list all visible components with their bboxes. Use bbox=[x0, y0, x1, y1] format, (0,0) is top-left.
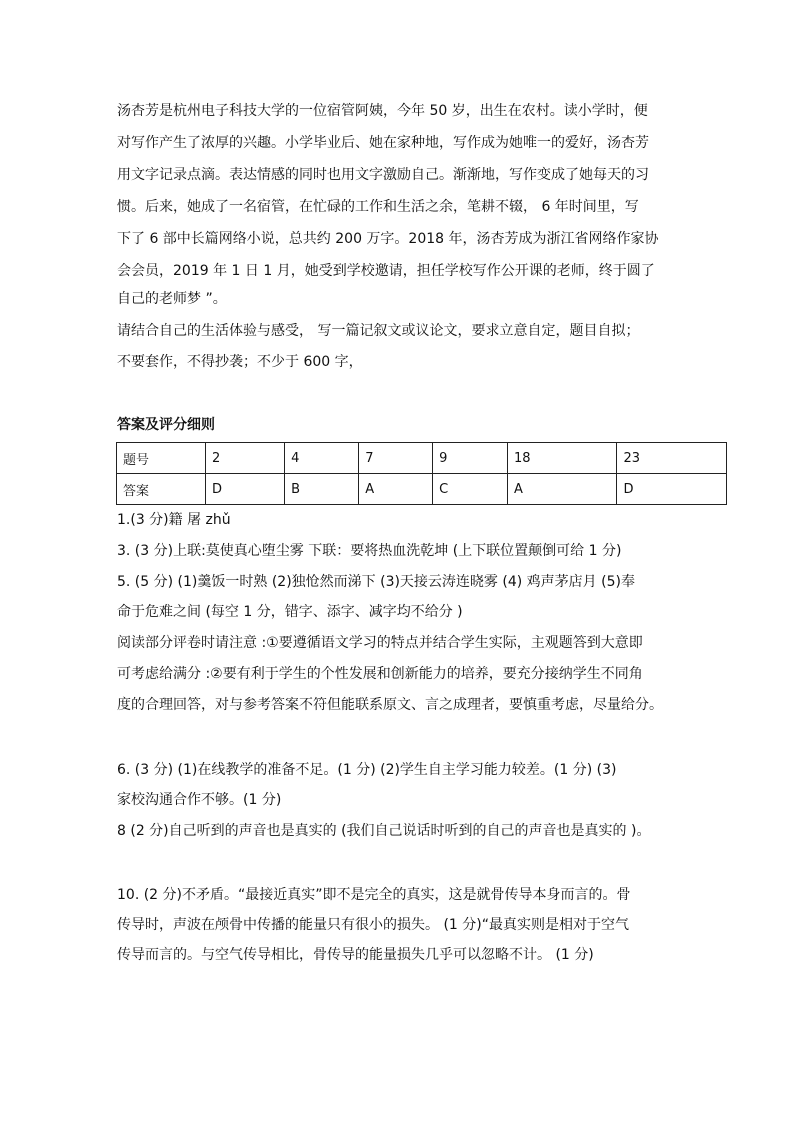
answer-line: 5. (5 分) (1)羹饭一时熟 (2)独怆然而涕下 (3)天接云涛连晓雾 (4) 鸡声茅店月 (5)奉 bbox=[117, 574, 635, 590]
prompt-line: 请结合自己的生活体验与感受， 写一篇记叙文或议论文，要求立意自定，题目自拟； bbox=[117, 323, 640, 339]
answer-line: 8 (2 分)自己听到的声音也是真实的 (我们自己说话时听到的自己的声音也是真实的 )。 bbox=[117, 823, 651, 839]
table-cell: 答案 bbox=[117, 474, 206, 505]
table-cell: D bbox=[206, 474, 285, 505]
prompt-line: 自己的老师梦 ”。 bbox=[117, 291, 227, 307]
prompt-line: 下了 6 部中长篇网络小说，总共约 200 万字。2018 年，汤杏芳成为浙江省网络作家协 bbox=[117, 231, 659, 247]
table-cell: A bbox=[507, 474, 617, 505]
table-cell: 18 bbox=[507, 443, 617, 474]
table-row bbox=[117, 474, 727, 505]
answer-table bbox=[116, 442, 727, 505]
answer-line: 阅读部分评卷时请注意 :①要遵循语文学习的特点并结合学生实际，主观题答到大意即 bbox=[117, 635, 643, 651]
table-cell: 9 bbox=[433, 443, 508, 474]
table-cell: 2 bbox=[206, 443, 285, 474]
table-cell: B bbox=[285, 474, 359, 505]
table-cell: D bbox=[617, 474, 727, 505]
table-cell: 23 bbox=[617, 443, 727, 474]
answer-line: 度的合理回答，对与参考答案不符但能联系原文、言之成理者，要慎重考虑，尽量给分。 bbox=[117, 697, 663, 713]
answer-line: 家校沟通合作不够。(1 分) bbox=[117, 792, 282, 808]
prompt-line: 用文字记录点滴。表达情感的同时也用文字激励自己。渐渐地，写作变成了她每天的习 bbox=[117, 167, 649, 183]
answer-line: 传导而言的。与空气传导相比，骨传导的能量损失几乎可以忽略不计。 (1 分) bbox=[117, 947, 594, 963]
prompt-line: 对写作产生了浓厚的兴趣。小学毕业后、她在家种地，写作成为她唯一的爱好，汤杏芳 bbox=[117, 135, 649, 151]
table-cell: A bbox=[359, 474, 433, 505]
prompt-line: 汤杏芳是杭州电子科技大学的一位宿管阿姨，今年 50 岁，出生在农村。读小学时，便 bbox=[117, 103, 648, 119]
prompt-line: 不要套作，不得抄袭；不少于 600 字， bbox=[117, 354, 363, 370]
prompt-line: 惯。后来，她成了一名宿管，在忙碌的工作和生活之余，笔耕不辍， 6 年时间里，写 bbox=[117, 199, 639, 215]
table-cell: 4 bbox=[285, 443, 359, 474]
answer-line: 传导时，声波在颅骨中传播的能量只有很小的损失。 (1 分)“最真实则是相对于空气 bbox=[117, 917, 629, 933]
table-cell: 7 bbox=[359, 443, 433, 474]
table-row bbox=[117, 443, 727, 474]
answer-line: 6. (3 分) (1)在线教学的准备不足。(1 分) (2)学生自主学习能力较差。(1 分) (3) bbox=[117, 762, 617, 778]
answer-line: 可考虑给满分 :②要有利于学生的个性发展和创新能力的培养，要充分接纳学生不同角 bbox=[117, 666, 643, 682]
answers-heading: 答案及评分细则 bbox=[117, 417, 215, 433]
answer-line: 命于危难之间 (每空 1 分，错字、添字、减字均不给分 ) bbox=[117, 604, 463, 620]
answer-line: 1.(3 分)籍 屠 zhǔ bbox=[117, 512, 231, 528]
table-cell: C bbox=[433, 474, 508, 505]
answer-line: 3. (3 分)上联:莫使真心堕尘雾 下联：要将热血洗乾坤 (上下联位置颠倒可给 1 分) bbox=[117, 543, 622, 559]
table-cell: 题号 bbox=[117, 443, 206, 474]
answer-line: 10. (2 分)不矛盾。“最接近真实”即不是完全的真实，这是就骨传导本身而言的。骨 bbox=[117, 887, 631, 903]
prompt-line: 会会员，2019 年 1 日 1 月，她受到学校邀请，担任学校写作公开课的老师，终于圆了 bbox=[117, 263, 655, 279]
